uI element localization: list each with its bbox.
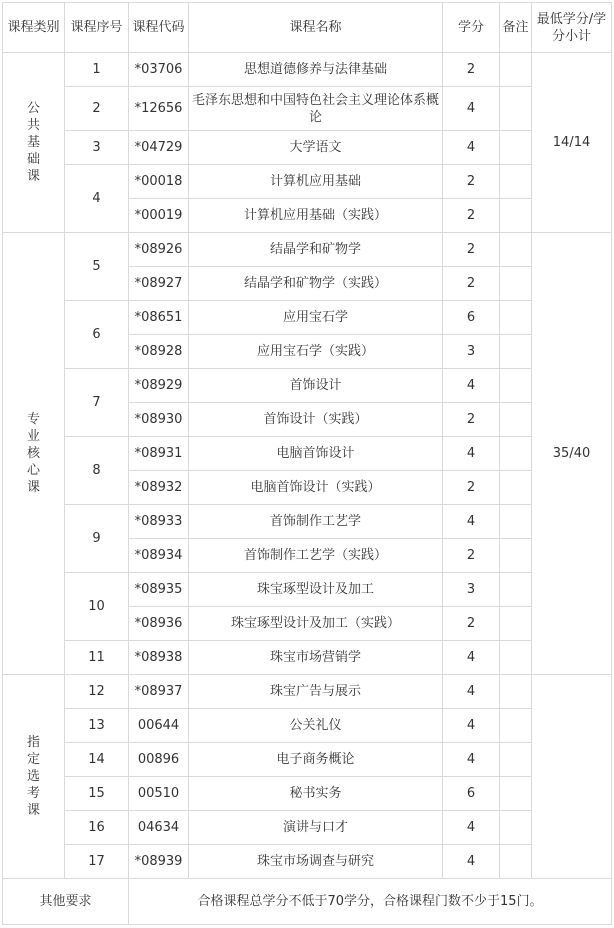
category-cell xyxy=(3,53,65,233)
seq-cell: 13 xyxy=(65,709,129,743)
code-cell: *08926 xyxy=(129,233,189,267)
note-cell xyxy=(500,437,532,471)
header-category: 课程类别 xyxy=(3,3,65,53)
course-plan-table xyxy=(2,2,612,925)
footer-label: 其他要求 xyxy=(3,879,129,925)
code-cell: *08936 xyxy=(129,607,189,641)
header-name: 课程名称 xyxy=(189,3,443,53)
header-note: 备注 xyxy=(500,3,532,53)
code-cell: 00644 xyxy=(129,709,189,743)
credit-cell: 4 xyxy=(443,743,500,777)
note-cell xyxy=(500,709,532,743)
note-cell xyxy=(500,53,532,87)
name-cell: 毛泽东思想和中国特色社会主义理论体系概论 xyxy=(189,87,443,131)
seq-cell: 7 xyxy=(65,369,129,437)
code-cell: *08929 xyxy=(129,369,189,403)
table-header-row xyxy=(3,3,612,53)
seq-cell: 9 xyxy=(65,505,129,573)
category-cell xyxy=(3,233,65,675)
table-row xyxy=(3,437,612,471)
name-cell: 电脑首饰设计（实践） xyxy=(189,471,443,505)
credit-cell: 2 xyxy=(443,471,500,505)
subtotal-cell: 35/40 xyxy=(532,233,612,675)
code-cell: *12656 xyxy=(129,87,189,131)
credit-cell: 2 xyxy=(443,199,500,233)
credit-cell: 4 xyxy=(443,87,500,131)
code-cell: *08938 xyxy=(129,641,189,675)
table-row xyxy=(3,233,612,267)
table-row xyxy=(3,777,612,811)
table-row xyxy=(3,641,612,675)
code-cell: *00019 xyxy=(129,199,189,233)
code-cell: 00510 xyxy=(129,777,189,811)
category-label: 公共基础课 xyxy=(26,101,40,184)
credit-cell: 6 xyxy=(443,777,500,811)
credit-cell: 2 xyxy=(443,607,500,641)
code-cell: *08932 xyxy=(129,471,189,505)
seq-cell: 16 xyxy=(65,811,129,845)
seq-cell: 12 xyxy=(65,675,129,709)
seq-cell: 14 xyxy=(65,743,129,777)
credit-cell: 4 xyxy=(443,641,500,675)
table-row xyxy=(3,301,612,335)
note-cell xyxy=(500,267,532,301)
subtotal-cell xyxy=(532,675,612,879)
name-cell: 秘书实务 xyxy=(189,777,443,811)
credit-cell: 2 xyxy=(443,53,500,87)
seq-cell: 11 xyxy=(65,641,129,675)
code-cell: *08927 xyxy=(129,267,189,301)
credit-cell: 4 xyxy=(443,505,500,539)
name-cell: 应用宝石学（实践） xyxy=(189,335,443,369)
note-cell xyxy=(500,403,532,437)
credit-cell: 3 xyxy=(443,573,500,607)
header-min-credit: 最低学分/学分小计 xyxy=(532,3,612,53)
code-cell: *08651 xyxy=(129,301,189,335)
name-cell: 结晶学和矿物学 xyxy=(189,233,443,267)
table-row xyxy=(3,573,612,607)
table-row xyxy=(3,131,612,165)
code-cell: *08935 xyxy=(129,573,189,607)
name-cell: 珠宝市场营销学 xyxy=(189,641,443,675)
table-row xyxy=(3,53,612,87)
name-cell: 珠宝广告与展示 xyxy=(189,675,443,709)
code-cell: *08939 xyxy=(129,845,189,879)
table-row xyxy=(3,811,612,845)
note-cell xyxy=(500,641,532,675)
note-cell xyxy=(500,199,532,233)
name-cell: 思想道德修养与法律基础 xyxy=(189,53,443,87)
table-row xyxy=(3,369,612,403)
name-cell: 首饰设计（实践） xyxy=(189,403,443,437)
credit-cell: 2 xyxy=(443,233,500,267)
name-cell: 计算机应用基础（实践） xyxy=(189,199,443,233)
name-cell: 首饰设计 xyxy=(189,369,443,403)
credit-cell: 4 xyxy=(443,369,500,403)
note-cell xyxy=(500,87,532,131)
code-cell: *03706 xyxy=(129,53,189,87)
name-cell: 电脑首饰设计 xyxy=(189,437,443,471)
note-cell xyxy=(500,811,532,845)
credit-cell: 2 xyxy=(443,165,500,199)
subtotal-cell: 14/14 xyxy=(532,53,612,233)
credit-cell: 2 xyxy=(443,403,500,437)
seq-cell: 5 xyxy=(65,233,129,301)
code-cell: *00018 xyxy=(129,165,189,199)
seq-cell: 10 xyxy=(65,573,129,641)
code-cell: *08930 xyxy=(129,403,189,437)
footer-text: 合格课程总学分不低于70学分，合格课程门数不少于15门。 xyxy=(129,879,612,925)
name-cell: 应用宝石学 xyxy=(189,301,443,335)
code-cell: *08934 xyxy=(129,539,189,573)
code-cell: 04634 xyxy=(129,811,189,845)
table-row xyxy=(3,675,612,709)
seq-cell: 17 xyxy=(65,845,129,879)
name-cell: 电子商务概论 xyxy=(189,743,443,777)
credit-cell: 4 xyxy=(443,675,500,709)
code-cell: *04729 xyxy=(129,131,189,165)
seq-cell: 6 xyxy=(65,301,129,369)
name-cell: 珠宝琢型设计及加工（实践） xyxy=(189,607,443,641)
note-cell xyxy=(500,505,532,539)
name-cell: 演讲与口才 xyxy=(189,811,443,845)
code-cell: *08928 xyxy=(129,335,189,369)
credit-cell: 2 xyxy=(443,539,500,573)
name-cell: 结晶学和矿物学（实践） xyxy=(189,267,443,301)
name-cell: 珠宝琢型设计及加工 xyxy=(189,573,443,607)
note-cell xyxy=(500,301,532,335)
table-row xyxy=(3,709,612,743)
name-cell: 公关礼仪 xyxy=(189,709,443,743)
note-cell xyxy=(500,539,532,573)
note-cell xyxy=(500,131,532,165)
table-row xyxy=(3,165,612,199)
table-row xyxy=(3,845,612,879)
code-cell: 00896 xyxy=(129,743,189,777)
seq-cell: 2 xyxy=(65,87,129,131)
note-cell xyxy=(500,369,532,403)
credit-cell: 6 xyxy=(443,301,500,335)
footer-row xyxy=(3,879,612,925)
note-cell xyxy=(500,165,532,199)
category-label: 专业核心课 xyxy=(26,412,40,495)
code-cell: *08933 xyxy=(129,505,189,539)
note-cell xyxy=(500,777,532,811)
name-cell: 首饰制作工艺学 xyxy=(189,505,443,539)
table-row xyxy=(3,87,612,131)
seq-cell: 8 xyxy=(65,437,129,505)
credit-cell: 2 xyxy=(443,267,500,301)
name-cell: 首饰制作工艺学（实践） xyxy=(189,539,443,573)
seq-cell: 4 xyxy=(65,165,129,233)
header-seq: 课程序号 xyxy=(65,3,129,53)
credit-cell: 4 xyxy=(443,437,500,471)
credit-cell: 4 xyxy=(443,709,500,743)
name-cell: 大学语文 xyxy=(189,131,443,165)
note-cell xyxy=(500,335,532,369)
name-cell: 珠宝市场调查与研究 xyxy=(189,845,443,879)
code-cell: *08937 xyxy=(129,675,189,709)
note-cell xyxy=(500,573,532,607)
credit-cell: 4 xyxy=(443,811,500,845)
category-label: 指定选考课 xyxy=(26,735,40,818)
category-cell xyxy=(3,675,65,879)
credit-cell: 4 xyxy=(443,131,500,165)
note-cell xyxy=(500,607,532,641)
note-cell xyxy=(500,845,532,879)
note-cell xyxy=(500,743,532,777)
header-credit: 学分 xyxy=(443,3,500,53)
credit-cell: 4 xyxy=(443,845,500,879)
code-cell: *08931 xyxy=(129,437,189,471)
seq-cell: 15 xyxy=(65,777,129,811)
header-code: 课程代码 xyxy=(129,3,189,53)
note-cell xyxy=(500,471,532,505)
seq-cell: 3 xyxy=(65,131,129,165)
name-cell: 计算机应用基础 xyxy=(189,165,443,199)
credit-cell: 3 xyxy=(443,335,500,369)
table-row xyxy=(3,505,612,539)
note-cell xyxy=(500,233,532,267)
table-row xyxy=(3,743,612,777)
seq-cell: 1 xyxy=(65,53,129,87)
note-cell xyxy=(500,675,532,709)
